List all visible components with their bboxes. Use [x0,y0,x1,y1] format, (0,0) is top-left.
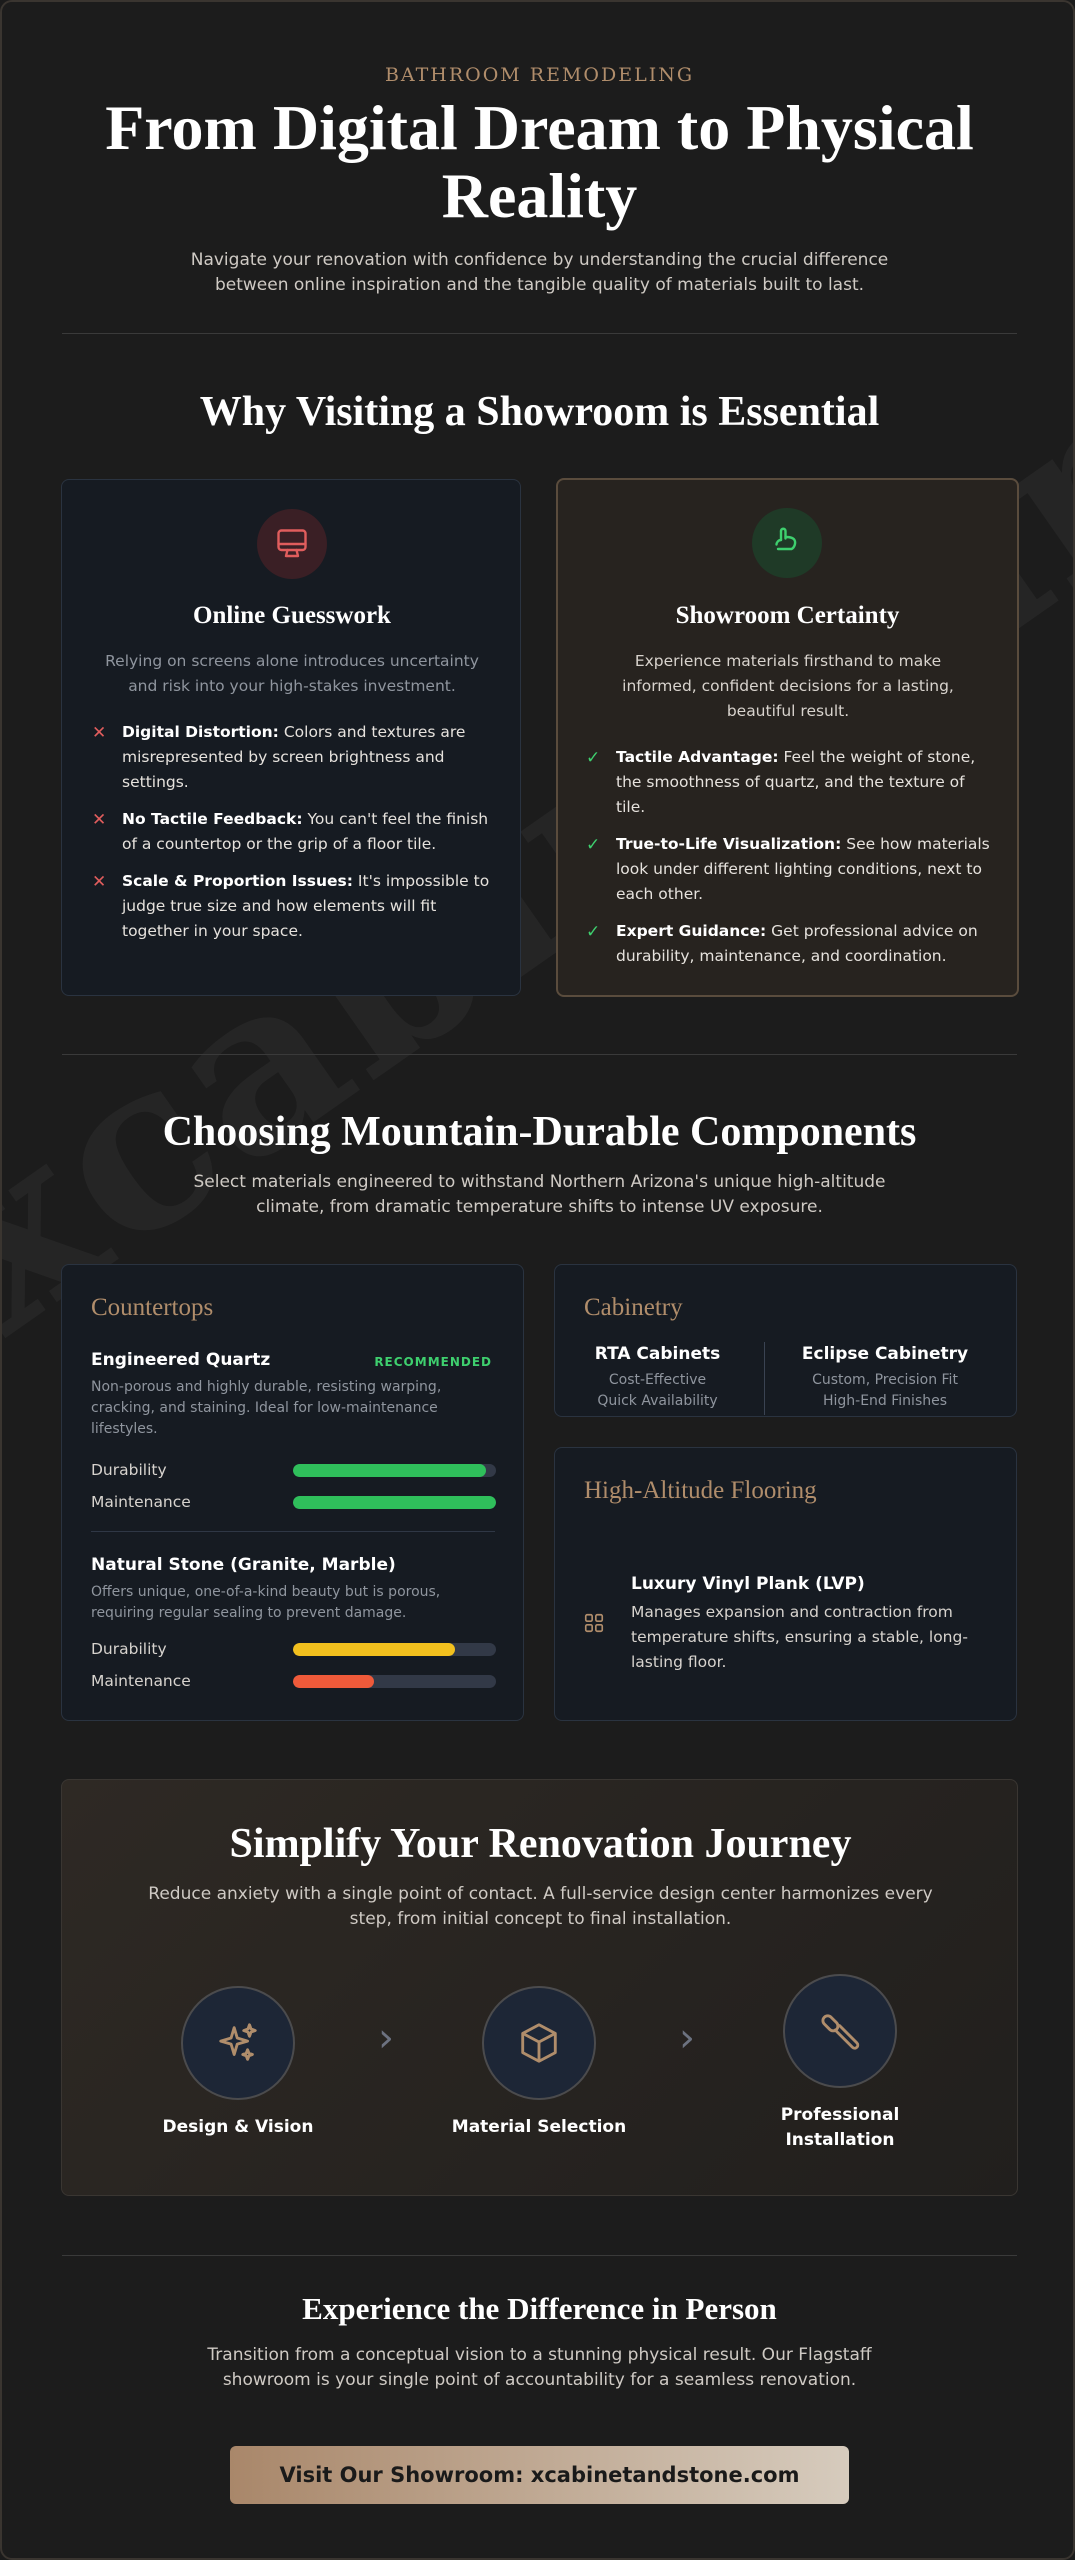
cube-icon [482,1986,596,2100]
online-card-title: Online Guesswork [193,602,391,629]
stone-durability-label: Durability [91,1640,167,1658]
eyebrow-label: BATHROOM REMODELING [384,64,695,86]
list-item: ✓ True-to-Life Visualization: See how materials look under different lighting conditions, next to each other. [586,835,990,903]
divider [62,2255,1017,2256]
showroom-card-title: Showroom Certainty [675,602,900,629]
stone-maintenance-bar [293,1675,496,1688]
components-section-subtitle: Select materials engineered to withstand Northern Arizona's unique high-altitude climate, from dramatic temperature shifts to intense UV exposure. [193,1172,886,1217]
cabinetry-panel [554,1264,1017,1417]
stone-maintenance-label: Maintenance [91,1672,191,1690]
components-section-title: Choosing Mountain-Durable Components [162,1109,917,1155]
journey-title: Simplify Your Renovation Journey [229,1821,852,1867]
quartz-durability-bar [293,1464,496,1477]
list-item: ✕ Scale & Proportion Issues: It's impossible to judge true size and how elements will fit together in your space. [92,872,490,940]
quartz-description: Non-porous and highly durable, resisting warping, cracking, and staining. Ideal for low-maintenance lifestyles. [91,1379,442,1437]
cta-title: Experience the Difference in Person [302,2291,777,2326]
monitor-icon [257,509,327,579]
hand-touch-icon [752,508,822,578]
eclipse-cabinetry-tag-2: High-End Finishes [822,1393,948,1409]
x-icon: ✕ [92,872,107,892]
stone-durability-bar [293,1643,496,1656]
eclipse-cabinetry-tag-1: Custom, Precision Fit [812,1372,958,1388]
bar-fill [293,1464,486,1477]
check-icon: ✓ [586,835,601,855]
recommended-badge: RECOMMENDED [374,1355,492,1369]
rta-cabinets-name: RTA Cabinets [594,1344,721,1364]
flooring-panel [554,1447,1017,1721]
chevron-right-icon: › [378,2015,394,2061]
sparkles-icon [181,1986,295,2100]
lvp-description: Manages expansion and contraction from temperature shifts, ensuring a stable, long-lasting floor. [631,1603,968,1671]
check-icon: ✓ [586,922,601,942]
list-item: ✕ No Tactile Feedback: You can't feel the finish of a countertop or the grip of a floor tile. [92,810,489,853]
quartz-maintenance-label: Maintenance [91,1493,191,1511]
chevron-right-icon: › [679,2015,695,2061]
natural-stone-name: Natural Stone (Granite, Marble) [91,1555,396,1575]
rta-cabinets-tag-2: Quick Availability [597,1393,718,1409]
page-subtitle: Navigate your renovation with confidence by understanding the crucial difference between online inspiration and the tangible quality of materials built to last. [190,250,889,295]
list-item: ✓ Tactile Advantage: Feel the weight of stone, the smoothness of quartz, and the texture of tile. [586,748,976,816]
bar-fill [293,1643,455,1656]
online-card-description: Relying on screens alone introduces uncertainty and risk into your high-stakes investment. [105,652,479,695]
list-item: ✓ Expert Guidance: Get professional advice on durability, maintenance, and coordination. [586,922,978,965]
natural-stone-description: Offers unique, one-of-a-kind beauty but is porous, requiring regular sealing to prevent damage. [91,1584,441,1621]
x-icon: ✕ [92,810,107,830]
hammer-icon [783,1974,897,2088]
countertops-heading: Countertops [91,1294,214,1321]
check-icon: ✓ [586,748,601,768]
divider [764,1342,765,1415]
flooring-heading: High-Altitude Flooring [584,1477,817,1504]
showroom-card-description: Experience materials firsthand to make informed, confident decisions for a lasting, beautiful result. [622,652,954,720]
visit-showroom-button[interactable]: Visit Our Showroom: xcabinetandstone.com [230,2446,849,2504]
step-installation-label: Professional Installation [780,2105,900,2150]
bar-fill [293,1496,496,1509]
lvp-name: Luxury Vinyl Plank (LVP) [631,1574,865,1594]
rta-cabinets-tag-1: Cost-Effective [608,1372,707,1388]
page-title: From Digital Dream to Physical Reality [105,92,974,231]
eclipse-cabinetry-name: Eclipse Cabinetry [801,1344,969,1364]
bar-fill [293,1675,374,1688]
journey-panel [61,1779,1018,2196]
showroom-section-title: Why Visiting a Showroom is Essential [199,389,880,435]
cta-text: Transition from a conceptual vision to a stunning physical result. Our Flagstaff showroom is your single point of accountability for a seamless renovation. [207,2345,872,2390]
list-item: ✕ Digital Distortion: Colors and textures are misrepresented by screen brightness and settings. [92,723,466,791]
journey-subtitle: Reduce anxiety with a single point of contact. A full-service design center harmonizes every step, from initial concept to final installation. [148,1884,933,1929]
online-bullet-list [92,720,502,956]
x-icon: ✕ [92,723,107,743]
quartz-maintenance-bar [293,1496,496,1509]
showroom-bullet-list [586,745,996,981]
online-guesswork-card [61,479,521,996]
showroom-certainty-card [556,478,1019,997]
step-design-label: Design & Vision [162,2117,314,2137]
quartz-name: Engineered Quartz [91,1350,271,1370]
divider [62,1054,1017,1055]
cabinetry-heading: Cabinetry [584,1294,683,1321]
grid-icon [583,1612,605,1638]
divider [91,1531,495,1532]
divider [62,333,1017,334]
countertops-panel [61,1264,524,1721]
quartz-durability-label: Durability [91,1461,167,1479]
step-material-label: Material Selection [451,2117,627,2137]
